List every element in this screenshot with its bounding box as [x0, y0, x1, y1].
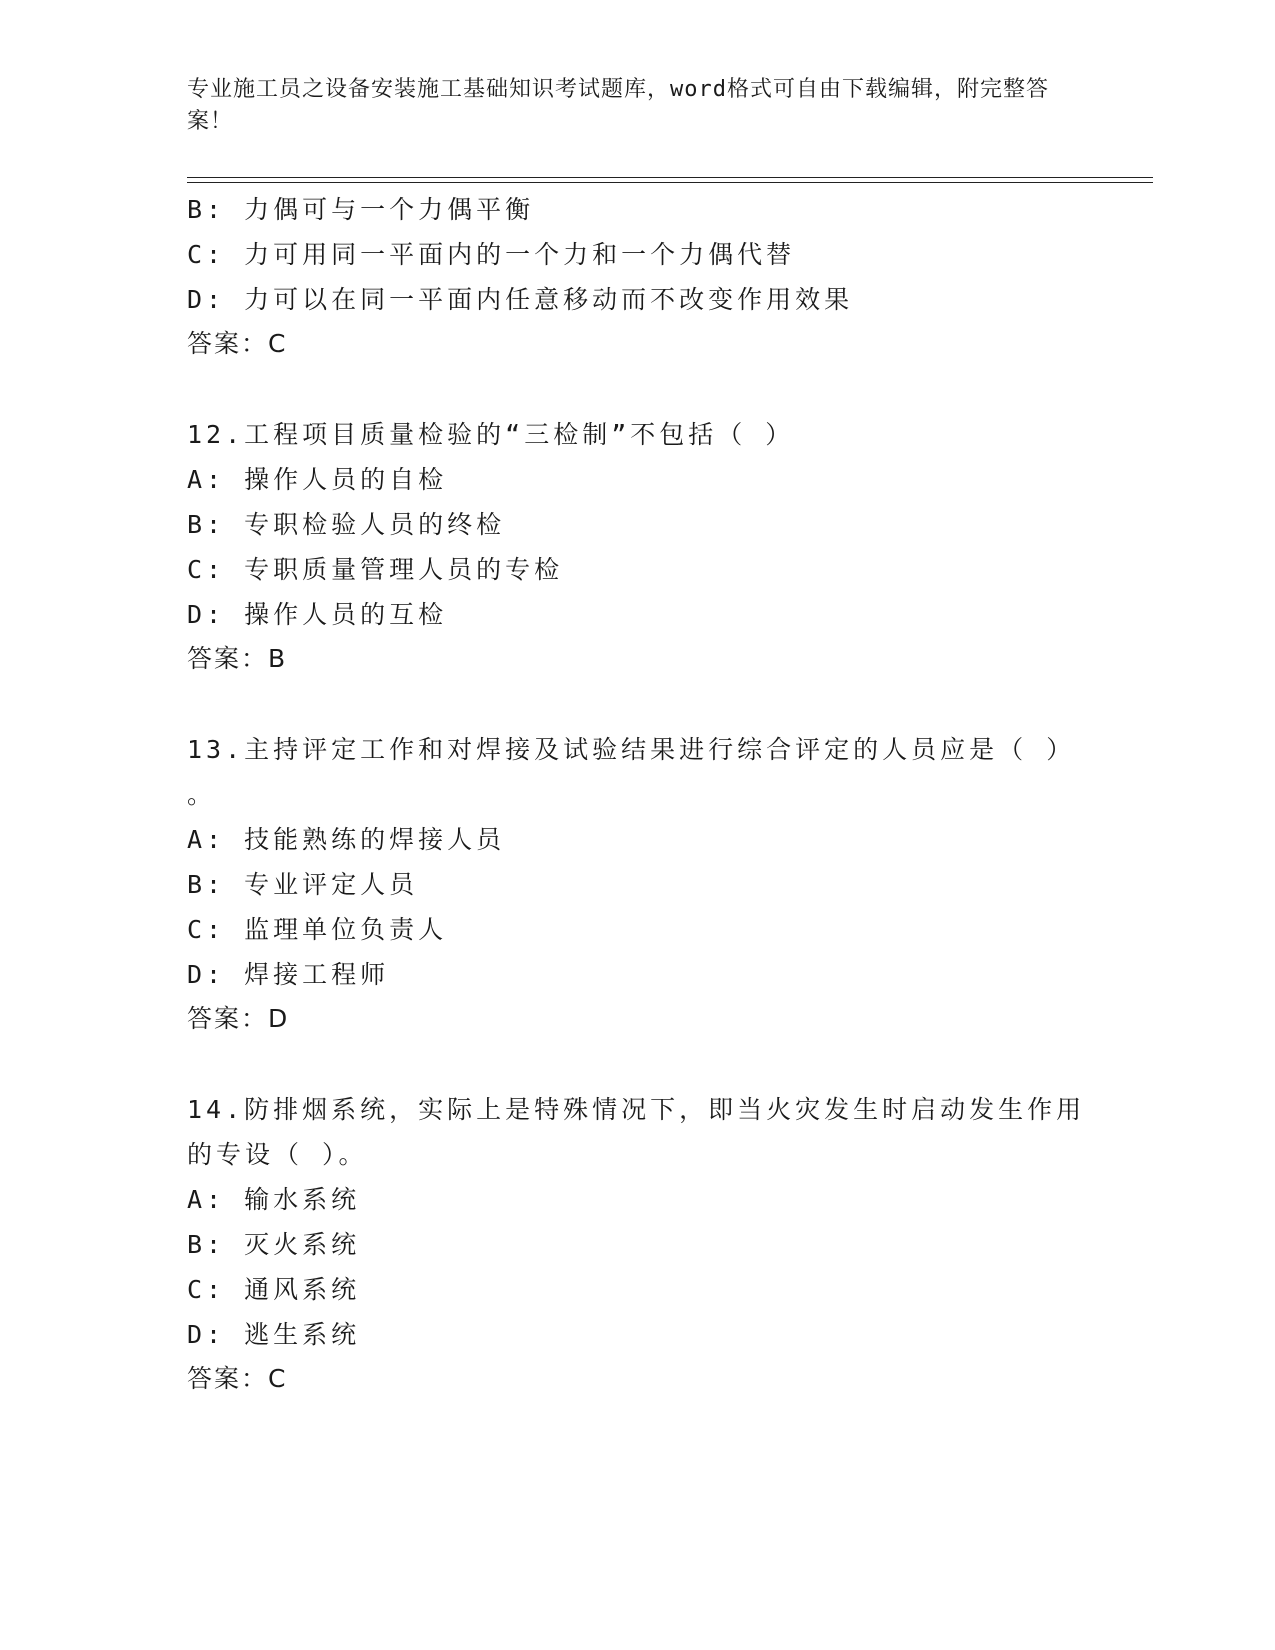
q11-answer: 答案：C [187, 329, 288, 358]
q12-option-d: D: 操作人员的互检 [187, 600, 448, 629]
q14-option-d: D: 逃生系统 [187, 1320, 361, 1349]
q13-option-c: C: 监理单位负责人 [187, 915, 448, 944]
q13-question: 13.主持评定工作和对焊接及试验结果进行综合评定的人员应是（ ） [187, 735, 1076, 764]
q14-option-c: C: 通风系统 [187, 1275, 361, 1304]
q12-option-b: B: 专职检验人员的终检 [187, 510, 506, 539]
q14-option-b: B: 灭火系统 [187, 1230, 361, 1259]
q14-question-continued: 的专设（ ）。 [187, 1140, 368, 1169]
header-divider-bottom [187, 182, 1153, 183]
q12-answer: 答案：B [187, 644, 288, 673]
q13-question-continued: 。 [187, 780, 217, 809]
header-divider-top [187, 177, 1153, 178]
q11-option-b: B: 力偶可与一个力偶平衡 [187, 195, 535, 224]
q13-option-a: A: 技能熟练的焊接人员 [187, 825, 506, 854]
q14-question: 14.防排烟系统，实际上是特殊情况下，即当火灾发生时启动发生作用 [187, 1095, 1086, 1124]
q12-question: 12.工程项目质量检验的“三检制”不包括（ ） [187, 420, 795, 449]
document-header: 专业施工员之设备安装施工基础知识考试题库，word格式可自由下载编辑，附完整答案！ [187, 77, 1049, 134]
q13-option-b: B: 专业评定人员 [187, 870, 419, 899]
q11-option-d: D: 力可以在同一平面内任意移动而不改变作用效果 [187, 285, 854, 314]
q13-option-d: D: 焊接工程师 [187, 960, 390, 989]
q14-answer: 答案：C [187, 1364, 288, 1393]
q12-option-a: A: 操作人员的自检 [187, 465, 448, 494]
q13-answer: 答案：D [187, 1004, 290, 1033]
q11-option-c: C: 力可用同一平面内的一个力和一个力偶代替 [187, 240, 796, 269]
q14-option-a: A: 输水系统 [187, 1185, 361, 1214]
q12-option-c: C: 专职质量管理人员的专检 [187, 555, 564, 584]
